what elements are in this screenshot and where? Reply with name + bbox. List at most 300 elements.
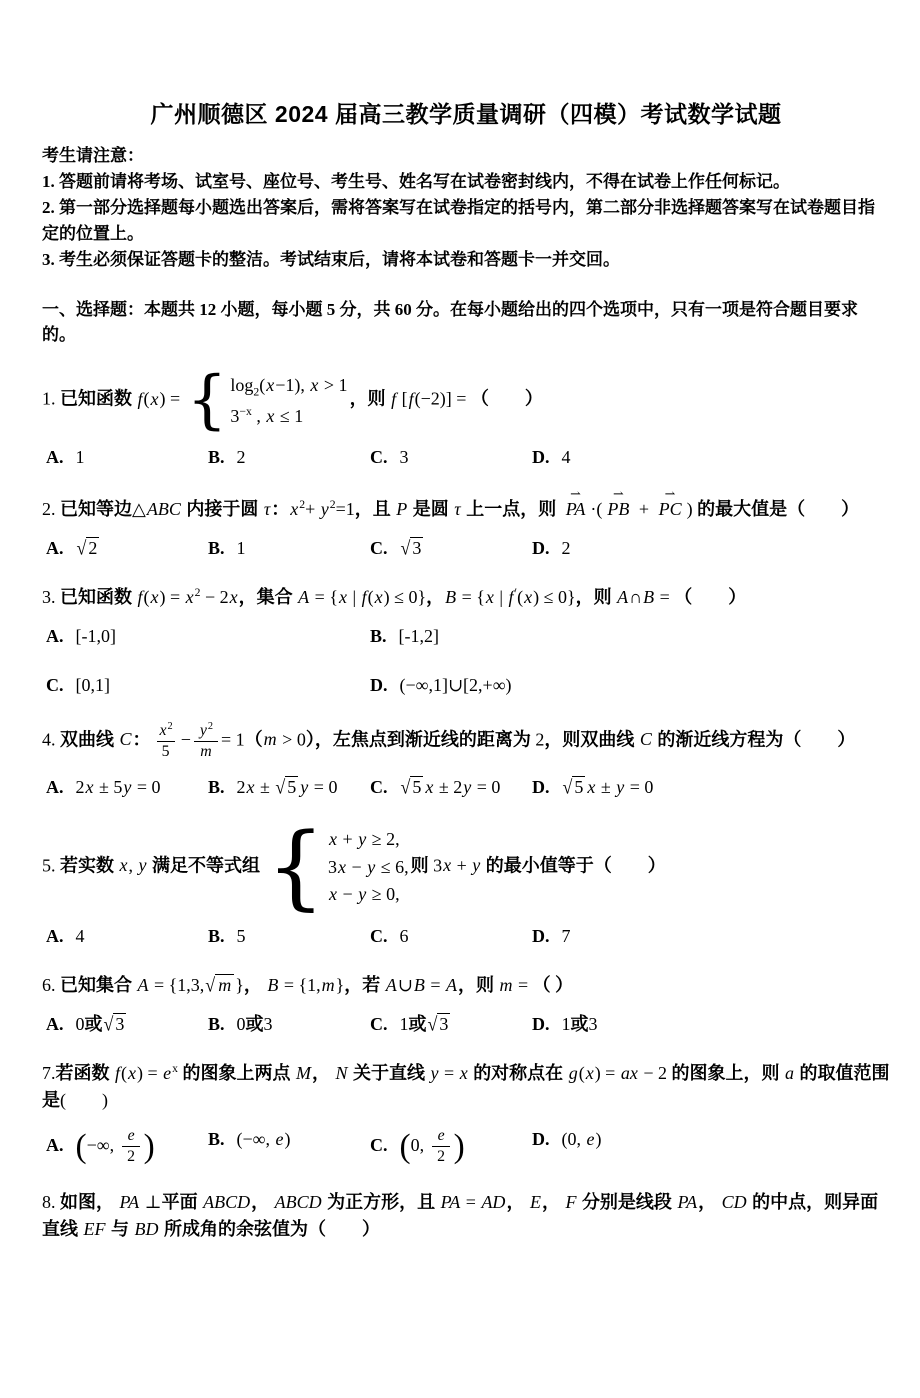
math-text — [716, 1192, 721, 1212]
option-label: D. — [532, 926, 550, 947]
math-text: = 0 — [472, 776, 501, 797]
math-text: = 1 — [221, 729, 245, 750]
question-stem — [42, 972, 890, 999]
option-content — [562, 447, 571, 467]
math-variable: m — [499, 975, 513, 996]
option-label: A. — [46, 537, 64, 558]
math-variable: e — [275, 1129, 284, 1150]
math-superscript: 2 — [167, 720, 173, 732]
math-variable: x — [338, 586, 347, 607]
cases-row — [230, 374, 347, 400]
math-text: ，则 — [458, 975, 495, 996]
question-2 — [42, 485, 890, 562]
math-text: ·( — [590, 498, 603, 519]
math-text: 8. — [42, 1191, 60, 1212]
math-text — [132, 587, 137, 607]
math-variable: x — [185, 586, 194, 607]
math-fraction — [154, 721, 178, 762]
math-text: (0, — [561, 1129, 586, 1150]
option-content — [76, 675, 111, 695]
options-row — [42, 774, 890, 801]
math-variable: x — [310, 374, 319, 395]
math-text: + — [634, 498, 654, 519]
math-sqrt — [563, 774, 586, 801]
math-text: 已知等边△ — [60, 498, 146, 519]
math-variable: PA — [565, 498, 586, 519]
option-content — [400, 538, 425, 558]
math-text: 3 — [412, 537, 422, 558]
math-text: ± 2 — [434, 776, 463, 797]
math-text: 7. — [42, 1063, 56, 1084]
option-a — [46, 923, 208, 950]
math-cases — [186, 363, 348, 437]
option-label: C. — [370, 1014, 388, 1035]
math-text: 0, — [410, 1134, 429, 1155]
math-variable: y — [358, 884, 367, 905]
math-text: 0 — [75, 1014, 85, 1035]
math-text: 已知函数 — [60, 586, 132, 607]
math-text: = — [461, 1191, 481, 1212]
math-text: 3 — [230, 405, 240, 426]
math-text: − — [180, 729, 191, 750]
math-text: 2 — [236, 446, 246, 467]
option-d — [370, 672, 890, 699]
option-content — [400, 1014, 452, 1034]
options-row — [42, 444, 890, 471]
math-text — [114, 1192, 119, 1212]
math-text: 所成角的余弦值为（ ） — [164, 1218, 380, 1239]
math-variable: x — [229, 586, 238, 607]
math-variable: BD — [134, 1218, 159, 1239]
option-content — [399, 626, 439, 646]
option-content — [237, 1129, 291, 1149]
math-text: ，则 — [575, 586, 612, 607]
radical-sign-icon: √ — [427, 1013, 438, 1036]
math-variable: x — [374, 586, 383, 607]
math-text: 5 — [287, 776, 297, 797]
option-b — [208, 1126, 370, 1167]
question-stem — [42, 363, 890, 437]
math-text: − 2 — [200, 586, 229, 607]
math-variable: f — [137, 388, 143, 409]
math-variable: N — [335, 1063, 348, 1084]
math-text — [66, 1090, 102, 1110]
math-variable: x — [485, 586, 494, 607]
math-variable: y — [472, 855, 481, 876]
math-text: 7 — [561, 926, 571, 947]
math-text: ≥ 0, — [367, 884, 400, 905]
math-text: 若函数 — [55, 1063, 110, 1084]
math-text: ， — [312, 1063, 331, 1084]
question-stem — [42, 721, 890, 762]
math-text: ，若 — [344, 975, 381, 996]
math-variable: A — [298, 586, 310, 607]
math-text: ， — [698, 1191, 717, 1212]
math-variable: PC — [658, 498, 682, 519]
option-label: B. — [208, 1129, 225, 1150]
math-variable: B — [445, 586, 457, 607]
math-variable: ABC — [146, 498, 181, 519]
math-superscript: 2 — [194, 585, 201, 599]
math-text: 4 — [561, 446, 571, 467]
option-d — [532, 774, 890, 801]
option-label: D. — [532, 1014, 550, 1035]
math-variable: f — [508, 586, 514, 607]
option-b — [370, 623, 890, 650]
math-variable: x — [266, 405, 275, 426]
option-content — [76, 1014, 128, 1034]
option-content — [76, 447, 85, 467]
math-text: ，且 — [354, 498, 391, 519]
question-7 — [42, 1060, 890, 1167]
math-variable: x — [85, 776, 94, 797]
math-sqrt — [401, 535, 424, 562]
option-label: A. — [46, 446, 64, 467]
math-variable: x — [150, 388, 159, 409]
question-5 — [42, 812, 890, 951]
math-variable: EF — [83, 1218, 106, 1239]
math-text: (−∞, — [236, 1129, 275, 1150]
math-text: 2 — [75, 776, 85, 797]
option-content — [399, 1127, 465, 1166]
cases-row — [328, 856, 409, 879]
math-text: | — [494, 586, 508, 607]
math-text: = 0 — [309, 776, 338, 797]
math-variable: ax — [620, 1063, 638, 1084]
math-text: ( — [143, 586, 150, 607]
math-text: (−2)] = — [414, 388, 471, 409]
math-sqrt — [205, 972, 234, 999]
question-stem — [42, 812, 890, 920]
option-label: A. — [46, 1014, 64, 1035]
math-variable: x — [329, 884, 338, 905]
math-text: 3 — [399, 446, 409, 467]
big-paren: ) — [143, 1128, 155, 1166]
math-text: ， — [251, 1191, 270, 1212]
options-row — [42, 623, 890, 699]
math-text — [114, 729, 119, 749]
math-text: ) = — [159, 586, 185, 607]
option-label: C. — [370, 926, 388, 947]
math-text: 4 — [75, 926, 85, 947]
math-variable: A — [617, 586, 629, 607]
math-variable: x — [459, 1063, 468, 1084]
option-a — [46, 623, 370, 650]
math-variable: e — [163, 1063, 172, 1084]
math-text: 1 — [75, 446, 85, 467]
fraction-numerator — [194, 721, 218, 741]
fraction-numerator — [154, 721, 178, 741]
math-variable: f — [391, 388, 397, 409]
math-text: 双曲线 — [60, 729, 114, 750]
math-text: 或 — [570, 1014, 589, 1035]
math-text: −1), — [275, 374, 310, 395]
option-content — [237, 777, 338, 797]
option-b — [208, 535, 370, 562]
math-text: 5 — [574, 776, 584, 797]
option-content — [400, 447, 409, 467]
option-label: B. — [208, 926, 225, 947]
math-variable: B — [413, 975, 425, 996]
big-paren: ( — [399, 1128, 411, 1166]
math-text: 3. — [42, 586, 60, 607]
option-content — [400, 777, 501, 797]
math-text: ) = — [159, 388, 185, 409]
math-text: } — [335, 975, 345, 996]
math-text: −∞, — [86, 1134, 119, 1155]
math-text: =1 — [335, 498, 355, 519]
math-text: = — [655, 586, 675, 607]
vector-arrow-icon: ⇀ — [570, 485, 582, 501]
option-label: B. — [208, 1014, 225, 1035]
math-text — [494, 975, 499, 995]
math-text: ， — [541, 1191, 560, 1212]
notice-heading: 考生请注意： — [42, 146, 144, 165]
math-sqrt — [401, 774, 424, 801]
math-variable: PB — [607, 498, 630, 519]
math-text: 5 — [412, 776, 422, 797]
math-text: 如图， — [60, 1191, 114, 1212]
math-variable: PA — [677, 1191, 698, 1212]
math-superscript: 2 — [329, 497, 336, 511]
math-sqrt — [104, 1011, 127, 1038]
option-c — [370, 774, 532, 801]
radicand — [285, 776, 298, 798]
math-variable: y — [367, 856, 376, 877]
math-variable: x — [524, 586, 533, 607]
math-text — [78, 1219, 83, 1239]
math-variable: y — [300, 776, 309, 797]
big-paren: ) — [453, 1128, 465, 1166]
math-text: 3 — [328, 856, 338, 877]
exam-page — [0, 96, 920, 1243]
math-fraction — [432, 1126, 451, 1167]
math-text: > 1 — [319, 374, 348, 395]
page-title: 广州顺德区 2024 届高三教学质量调研（四模）考试数学试题 — [150, 101, 782, 127]
math-text: 2 — [127, 1148, 136, 1166]
option-content — [237, 538, 246, 558]
math-text: 已知集合 — [60, 975, 132, 996]
math-text: ≤ 6, — [376, 856, 409, 877]
notice-item: 3. 考生必须保证答题卡的整洁。考试结束后，请将本试卷和答题卡一并交回。 — [42, 250, 620, 269]
fraction-denominator — [157, 741, 175, 762]
math-text: ± 5 — [94, 776, 123, 797]
math-text: ) = — [137, 1063, 163, 1084]
math-text: ，则 — [349, 388, 386, 409]
math-variable: ABCD — [203, 1191, 251, 1212]
math-variable: y — [616, 776, 625, 797]
radicand — [215, 974, 234, 996]
question-stem — [42, 485, 890, 523]
option-c — [370, 535, 532, 562]
question-stem — [42, 1189, 890, 1243]
cases-row — [328, 883, 409, 906]
math-text: 已知函数 — [60, 388, 132, 409]
option-a — [46, 444, 208, 471]
option-label: B. — [208, 776, 225, 797]
math-text — [563, 1063, 568, 1083]
math-variable: A — [385, 975, 397, 996]
math-text: 5 — [161, 742, 170, 760]
option-content — [562, 1014, 598, 1034]
option-content — [76, 777, 161, 797]
option-content — [562, 1129, 602, 1149]
math-variable: B — [643, 586, 655, 607]
math-variable: x — [587, 776, 596, 797]
radicand — [437, 1013, 450, 1035]
math-text: ： — [271, 498, 290, 519]
math-text: 2 — [88, 537, 98, 558]
math-text — [556, 499, 561, 519]
math-variable: B — [267, 975, 279, 996]
math-text: 5 — [236, 926, 246, 947]
option-content — [400, 926, 409, 946]
cases-rows — [230, 374, 347, 428]
math-variable: y — [138, 855, 147, 876]
questions — [42, 363, 890, 1243]
math-text: ），左焦点到渐近线的距离为 — [305, 729, 531, 750]
radical-sign-icon: √ — [275, 775, 286, 798]
question-8 — [42, 1189, 890, 1243]
math-text: 1 — [236, 537, 246, 558]
math-variable: f — [115, 1063, 121, 1084]
math-text — [435, 1192, 440, 1212]
math-variable: e — [127, 1127, 135, 1145]
option-label: D. — [532, 776, 550, 797]
math-text: + — [452, 855, 472, 876]
math-text: ) ≤ 0} — [383, 586, 427, 607]
math-variable: m — [263, 729, 277, 750]
math-text: ≤ 1 — [275, 405, 304, 426]
math-text: 的取值范围是 — [42, 1063, 890, 1111]
math-sqrt — [428, 1011, 451, 1038]
math-superscript: x — [172, 1062, 179, 1076]
math-text: 2 — [236, 776, 246, 797]
math-text: log — [230, 374, 254, 395]
math-text: ( — [578, 1063, 585, 1084]
option-d — [532, 1011, 890, 1038]
math-text: − — [338, 884, 358, 905]
radical-sign-icon: √ — [400, 537, 411, 559]
math-superscript: 2 — [207, 720, 214, 732]
math-variable: τ — [454, 498, 461, 519]
math-variable: CD — [721, 1191, 747, 1212]
option-b — [208, 444, 370, 471]
math-text: 或 — [84, 1014, 103, 1035]
option-a — [46, 1126, 208, 1167]
math-variable: y — [123, 776, 132, 797]
math-text — [132, 975, 137, 995]
option-content — [76, 538, 101, 558]
math-text: 上一点，则 — [466, 498, 557, 519]
option-label: A. — [46, 776, 64, 797]
option-c — [370, 444, 532, 471]
math-text: 分别是线段 — [581, 1191, 672, 1212]
math-text: 6 — [399, 926, 409, 947]
math-variable: x — [128, 1063, 137, 1084]
math-text: 的最大值是（ ） — [697, 498, 860, 519]
math-text: > 0 — [277, 729, 306, 750]
math-variable: C — [639, 729, 652, 750]
option-label: D. — [370, 674, 388, 695]
math-text: 1. — [42, 388, 60, 409]
math-variable: E — [529, 1191, 541, 1212]
option-a — [46, 535, 208, 562]
question-4 — [42, 721, 890, 801]
cases-brace-icon: { — [186, 363, 228, 437]
math-variable: x — [425, 776, 434, 797]
radical-sign-icon: √ — [103, 1013, 114, 1036]
math-text: 则 — [410, 855, 429, 876]
math-variable: x — [290, 498, 299, 519]
option-label: B. — [370, 625, 387, 646]
option-b — [208, 774, 370, 801]
math-text: 3 — [263, 1014, 273, 1035]
math-text: 为正方形，且 — [327, 1191, 436, 1212]
math-text — [425, 1063, 430, 1083]
math-variable: y — [463, 776, 472, 797]
option-label: B. — [208, 446, 225, 467]
math-text: 的最小值等于（ ） — [485, 855, 666, 876]
options-row — [42, 535, 890, 562]
math-superscript: −x — [239, 404, 252, 418]
radical-sign-icon: √ — [76, 537, 87, 559]
option-content — [562, 777, 654, 797]
math-text: = — [425, 975, 446, 996]
option-label: C. — [370, 537, 388, 558]
math-text: （ — [532, 975, 551, 996]
math-text — [114, 855, 119, 875]
cases-row — [230, 405, 347, 428]
option-d — [532, 1126, 890, 1167]
math-text: ，集合 — [238, 586, 293, 607]
cases-brace-icon: { — [266, 812, 326, 920]
radical-sign-icon: √ — [562, 775, 573, 798]
options-row — [42, 1126, 890, 1167]
math-variable: f — [408, 388, 414, 409]
math-variable: x — [150, 586, 159, 607]
option-content — [76, 926, 85, 946]
math-text: 平面 — [161, 1191, 198, 1212]
math-text: ) = — [594, 1063, 620, 1084]
math-text: （ ） — [674, 586, 747, 607]
option-label: D. — [532, 1129, 550, 1150]
math-variable: x — [585, 1063, 594, 1084]
math-text: ) — [284, 1129, 291, 1150]
option-label: C. — [370, 776, 388, 797]
math-text: 内接于圆 — [186, 498, 259, 519]
math-variable: e — [586, 1129, 595, 1150]
math-variable: ABCD — [274, 1191, 322, 1212]
math-text: ( — [517, 586, 524, 607]
math-variable: g — [568, 1063, 578, 1084]
fraction-numerator — [432, 1126, 451, 1146]
option-content — [76, 626, 116, 646]
math-text: (−∞,1]∪[2,+∞) — [399, 674, 512, 695]
math-variable: C — [119, 729, 132, 750]
math-text: ) — [595, 1129, 602, 1150]
math-text — [260, 855, 265, 875]
math-variable: m — [218, 975, 232, 996]
option-a — [46, 774, 208, 801]
math-vector — [656, 485, 685, 523]
math-text: 2. — [42, 498, 60, 519]
math-text: 3 — [428, 855, 443, 876]
math-text: ( — [60, 1090, 66, 1111]
math-text: ≥ 2, — [367, 829, 400, 850]
math-text: 若实数 — [60, 855, 114, 876]
fraction-numerator — [122, 1126, 141, 1146]
